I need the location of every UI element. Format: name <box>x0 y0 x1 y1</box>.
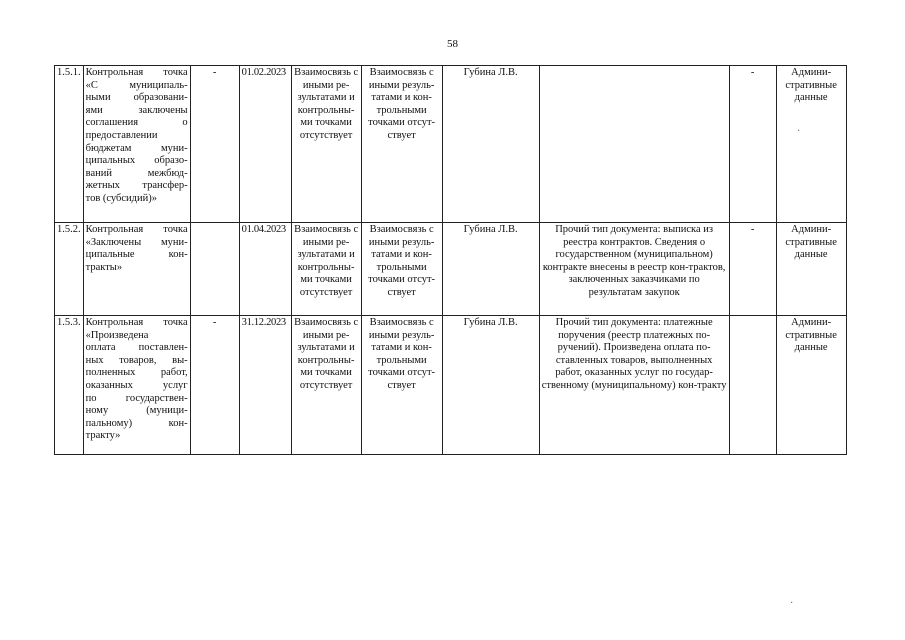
name-line: по государствен- <box>85 392 188 404</box>
name-line: «Произведена <box>85 329 149 341</box>
document-type: Прочий тип документа: платежные поручения (реестр платежных по-ручений). Произведена оплата по-ставленных товаров, выполненных работ, оказанных услуг по государ-ственному (муниципальному) кон-тракту <box>539 316 729 455</box>
page-number: 58 <box>447 38 458 50</box>
table-row <box>55 316 847 455</box>
name-line: Контрольная точка <box>85 224 188 235</box>
document-type <box>539 66 729 223</box>
name-line: ваний межбюд- <box>85 167 188 179</box>
name-line: пальному) кон- <box>85 417 188 429</box>
information-system <box>729 316 776 455</box>
base-value <box>190 223 239 316</box>
name-line: оплата поставлен- <box>85 342 188 354</box>
information-system: - <box>729 66 776 223</box>
relation-control-points: Взаимосвязь с иными резуль-татами и кон-трольными точками отсут-ствует <box>361 66 442 223</box>
data-source: Админи-стративные данные <box>776 316 846 455</box>
name-line: тракты» <box>85 261 123 273</box>
relation-results: Взаимосвязь с иными ре-зультатами и контрольны-ми точками отсутствует <box>291 316 361 455</box>
deadline-date: 31.12.2023 <box>239 316 291 455</box>
control-point-name <box>83 66 190 223</box>
name-line: ными образовани- <box>85 92 188 104</box>
base-value: - <box>190 66 239 223</box>
name-line: «Заключены муни- <box>85 236 188 248</box>
table-row <box>55 223 847 316</box>
deadline-date: 01.04.2023 <box>239 223 291 316</box>
relation-control-points: Взаимосвязь с иными резуль-татами и кон-трольными точками отсут-ствует <box>361 316 442 455</box>
row-number: 1.5.1. <box>55 66 84 223</box>
name-line: тов (субсидий)» <box>85 192 157 204</box>
row-number: 1.5.2. <box>55 223 84 316</box>
row-number: 1.5.3. <box>55 316 84 455</box>
control-point-name <box>83 223 190 316</box>
relation-results: Взаимосвязь с иными ре-зультатами и контрольны-ми точками отсутствует <box>291 66 361 223</box>
responsible-person: Губина Л.В. <box>442 316 539 455</box>
name-line: Контрольная точка <box>85 67 188 78</box>
name-line: соглашения о <box>85 117 188 129</box>
name-line: ями заключены <box>85 104 188 116</box>
name-line: ному (муници- <box>85 405 188 417</box>
name-line: бюджетам муни- <box>85 142 188 154</box>
name-line: жетных трансфер- <box>85 180 188 192</box>
name-line: ципальных образо- <box>85 155 188 167</box>
relation-results: Взаимосвязь с иными ре-зультатами и контрольны-ми точками отсутствует <box>291 223 361 316</box>
name-line: «С муниципаль- <box>85 79 188 91</box>
relation-control-points: Взаимосвязь с иными резуль-татами и кон-трольными точками отсут-ствует <box>361 223 442 316</box>
name-line: предоставлении <box>85 129 158 141</box>
name-line: тракту» <box>85 430 121 442</box>
responsible-person: Губина Л.В. <box>442 223 539 316</box>
data-source: Админи-стративные данные <box>776 66 846 223</box>
base-value: - <box>190 316 239 455</box>
control-points-table <box>54 65 847 455</box>
scan-speck: · <box>790 598 794 609</box>
data-source: Админи-стративные данные <box>776 223 846 316</box>
responsible-person: Губина Л.В. <box>442 66 539 223</box>
name-line: оказанных услуг <box>85 379 188 391</box>
information-system: - <box>729 223 776 316</box>
name-line: ных товаров, вы- <box>85 354 188 366</box>
control-point-name <box>83 316 190 455</box>
table-row <box>55 66 847 223</box>
name-line: Контрольная точка <box>85 317 188 328</box>
name-line: полненных работ, <box>85 367 188 379</box>
name-line: ципальные кон- <box>85 249 188 261</box>
scan-speck: · <box>797 126 801 137</box>
deadline-date: 01.02.2023 <box>239 66 291 223</box>
document-type: Прочий тип документа: выписка из реестра контрактов. Сведения о государственном (муниципальном) контракте внесены в реестр кон-трактов, заключенных заказчиками по результатам закупок <box>539 223 729 316</box>
